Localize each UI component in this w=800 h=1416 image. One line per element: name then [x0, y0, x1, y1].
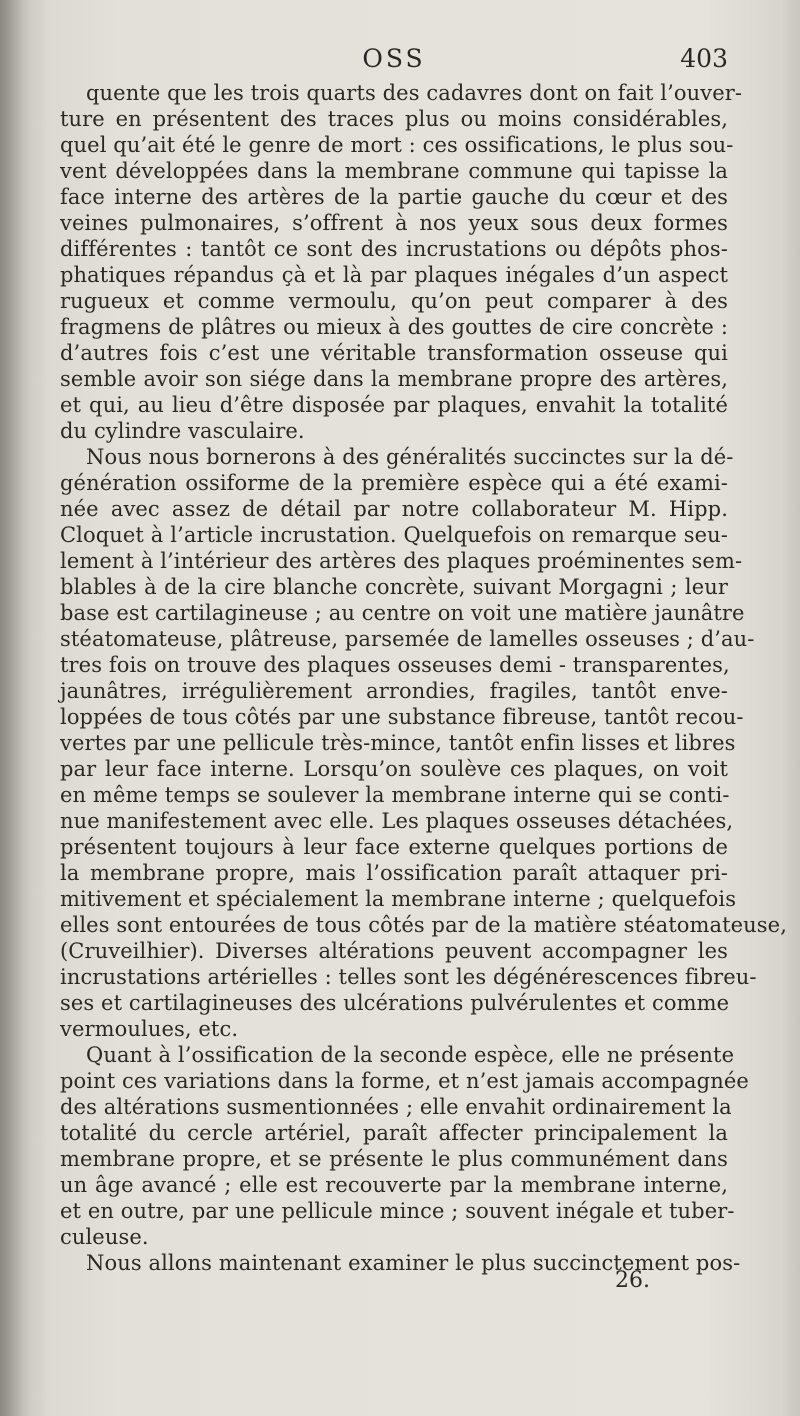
text-line: et en outre, par une pellicule mince ; souvent inégale et tuber-	[60, 1199, 735, 1223]
text-line: vent développées dans la membrane commune qui tapisse la	[60, 159, 728, 183]
text-line: veines pulmonaires, s’offrent à nos yeux sous deux formes	[60, 211, 728, 235]
text-line: née avec assez de détail par notre collaborateur M. Hipp.	[60, 497, 728, 521]
page-number: 403	[680, 44, 728, 73]
text-line: totalité du cercle artériel, paraît affecter principalement la	[60, 1121, 728, 1145]
text-line: différentes : tantôt ce sont des incrustations ou dépôts phos-	[60, 237, 728, 261]
text-line: culeuse.	[60, 1225, 149, 1249]
text-line: mitivement et spécialement la membrane interne ; quelquefois	[60, 887, 737, 911]
binding-shadow	[0, 0, 30, 1416]
text-line: du cylindre vasculaire.	[60, 419, 305, 443]
text-line: génération ossiforme de la première espèce qui a été exami-	[60, 471, 728, 495]
text-line: par leur face interne. Lorsqu’on soulève ces plaques, on voit	[60, 757, 728, 781]
text-line: et qui, au lieu d’être disposée par plaques, envahit la totalité	[60, 393, 728, 417]
text-line: fragmens de plâtres ou mieux à des gouttes de cire concrète :	[60, 315, 728, 339]
text-line: blables à de la cire blanche concrète, suivant Morgagni ; leur	[60, 575, 728, 599]
paragraph	[60, 80, 743, 444]
paragraph	[60, 444, 787, 1042]
text-line: Cloquet à l’article incrustation. Quelquefois on remarque seu-	[60, 523, 728, 547]
text-line: Quant à l’ossification de la seconde espèce, elle ne présente	[86, 1043, 735, 1067]
running-head: OSS	[362, 44, 426, 73]
page-header	[60, 44, 728, 80]
text-line: Nous allons maintenant examiner le plus succinctement pos-	[86, 1251, 741, 1275]
text-line: semble avoir son siége dans la membrane propre des artères,	[60, 367, 728, 391]
text-line: ses et cartilagineuses des ulcérations pulvérulentes et comme	[60, 991, 730, 1015]
text-line: nue manifestement avec elle. Les plaques osseuses détachées,	[60, 809, 734, 833]
text-line: elles sont entourées de tous côtés par de la matière stéatomateuse,	[60, 913, 787, 937]
text-line: incrustations artérielles : telles sont les dégénérescences fibreu-	[60, 965, 757, 989]
text-line: ture en présentent des traces plus ou moins considérables,	[60, 107, 728, 131]
text-line: lement à l’intérieur des artères des plaques proéminentes sem-	[60, 549, 743, 573]
text-line: membrane propre, et se présente le plus communément dans	[60, 1147, 728, 1171]
text-line: tres fois on trouve des plaques osseuses demi - transparentes,	[60, 653, 730, 677]
text-line: quel qu’ait été le genre de mort : ces ossifications, le plus sou-	[60, 133, 734, 157]
text-line: jaunâtres, irrégulièrement arrondies, fragiles, tantôt enve-	[60, 679, 728, 703]
text-line: phatiques répandus çà et là par plaques inégales d’un aspect	[60, 263, 728, 287]
text-line: présentent toujours à leur face externe quelques portions de	[60, 835, 728, 859]
text-line: en même temps se soulever la membrane interne qui se conti-	[60, 783, 730, 807]
text-line: rugueux et comme vermoulu, qu’on peut comparer à des	[60, 289, 728, 313]
page-body	[60, 80, 787, 1276]
text-line: stéatomateuse, plâtreuse, parsemée de lamelles osseuses ; d’au-	[60, 627, 755, 651]
text-line: vermoulues, etc.	[60, 1017, 239, 1041]
text-line: (Cruveilhier). Diverses altérations peuvent accompagner les	[60, 939, 728, 963]
text-line: loppées de tous côtés par une substance fibreuse, tantôt recou-	[60, 705, 744, 729]
text-line: point ces variations dans la forme, et n’est jamais accompagnée	[60, 1069, 749, 1093]
text-line: un âge avancé ; elle est recouverte par la membrane interne,	[60, 1173, 728, 1197]
signature-mark: 26.	[615, 1268, 650, 1293]
text-line: vertes par une pellicule très-mince, tantôt enfin lisses et libres	[60, 731, 736, 755]
paragraph	[60, 1042, 749, 1250]
text-line: quente que les trois quarts des cadavres dont on fait l’ouver-	[86, 81, 743, 105]
text-line: d’autres fois c’est une véritable transformation osseuse qui	[60, 341, 728, 365]
text-line: base est cartilagineuse ; au centre on voit une matière jaunâtre	[60, 601, 745, 625]
text-line: Nous nous bornerons à des généralités succinctes sur la dé-	[86, 445, 734, 469]
text-line: des altérations susmentionnées ; elle envahit ordinairement la	[60, 1095, 732, 1119]
text-line: la membrane propre, mais l’ossification paraît attaquer pri-	[60, 861, 728, 885]
text-line: face interne des artères de la partie gauche du cœur et des	[60, 185, 728, 209]
